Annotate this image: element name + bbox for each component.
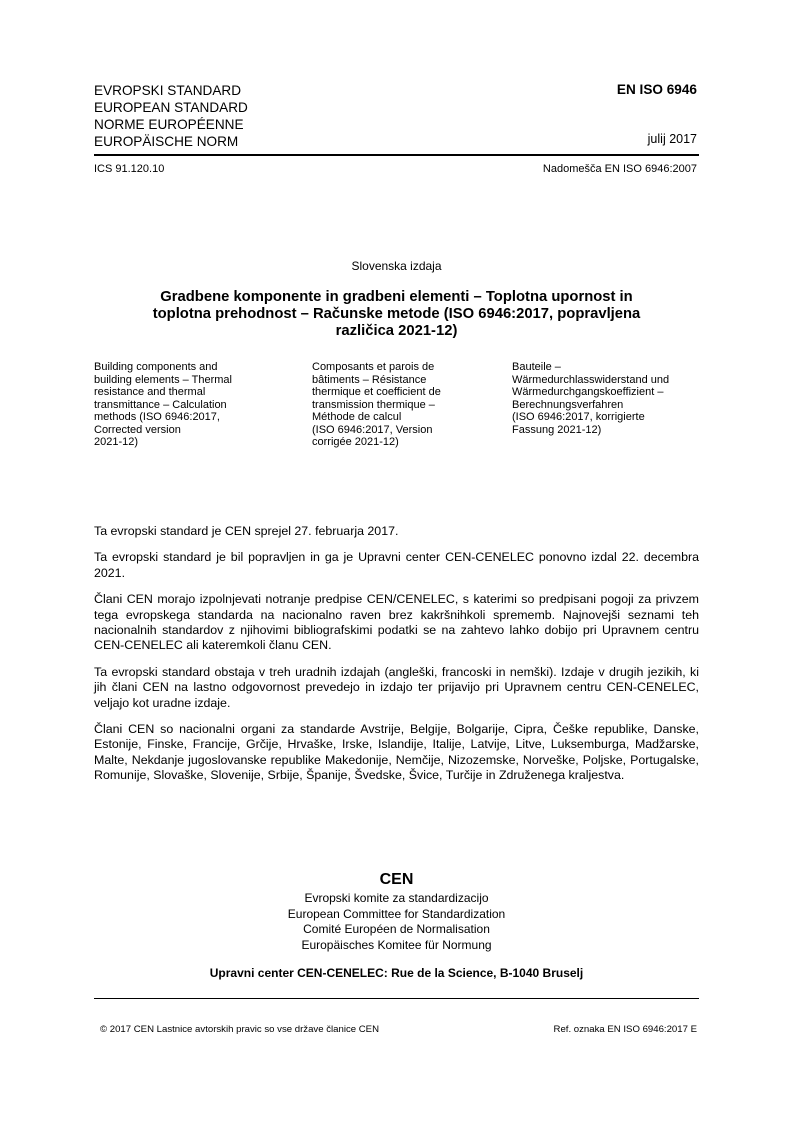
title-english-line: methods (ISO 6946:2017, xyxy=(94,411,220,423)
standard-designations xyxy=(94,82,248,150)
members-list-paragraph: Člani CEN so nacionalni organi za standarde Avstrije, Belgije, Bolgarije, Cipra, Češke republike, Danske, Estonije, Finske, Francije, Grčije, Hrvaške, Irske, Islandije, Italije, Latvije, Litve, Luksemburga, Madžarske, Malte, Nekdanje jugoslovanske republike Makedonije, Nemčije, Nizozemske, Norveške, Poljske, Portugalske, Romunije, Slovaške, Slovenije, Srbije, Španije, Švedske, Švice, Turčije in Združenega kraljestva. xyxy=(94,722,699,783)
footer-divider xyxy=(94,998,699,999)
title-line: različica 2021-12) xyxy=(335,323,458,339)
title-german-line: Fassung 2021-12) xyxy=(512,423,602,436)
header-divider xyxy=(94,154,699,156)
title-french-line: thermique et coefficient de xyxy=(312,386,441,398)
cen-name-line: Comité Européen de Normalisation xyxy=(303,922,490,936)
title-german-line: (ISO 6946:2017, korrigierte xyxy=(512,411,645,423)
cen-heading: CEN xyxy=(379,871,414,888)
title-german-line: Bauteile – xyxy=(512,361,561,373)
title-french-line: transmission thermique – xyxy=(312,398,435,411)
cen-name-line: Evropski komite za standardizacijo xyxy=(304,891,489,905)
title-german xyxy=(512,361,704,436)
designation-fr: NORME EUROPÉENNE xyxy=(94,117,244,132)
designation-de: EUROPÄISCHE NORM xyxy=(94,134,239,149)
title-french-line: corrigée 2021-12) xyxy=(312,436,399,448)
title-english xyxy=(94,361,269,449)
correction-paragraph: Ta evropski standard je bil popravljen in ga je Upravni center CEN-CENELEC ponovno izdal 22. decembra 2021. xyxy=(94,550,699,580)
title-french xyxy=(312,361,482,449)
standard-code: EN ISO 6946 xyxy=(616,82,697,97)
reference-number: Ref. oznaka EN ISO 6946:2017 E xyxy=(553,1024,697,1035)
copyright-notice: © 2017 CEN Lastnice avtorskih pravic so vse države članice CEN xyxy=(100,1024,380,1035)
title-english-line: 2021-12) xyxy=(94,436,139,448)
title-english-line: Building components and xyxy=(94,361,218,373)
title-german-line: Wärmedurchgangskoeffizient – xyxy=(512,386,664,398)
designation-sl: EVROPSKI STANDARD xyxy=(94,83,242,98)
official-versions-paragraph: Ta evropski standard obstaja v treh uradnih izdajah (angleški, francoski in nemški). Izdaje v drugih jezikih, ki jih člani CEN na lastno odgovornost prevedejo in izdajo ter prijavijo pri Upravnem centru CEN-CENELEC, veljajo kot uradne izdaje. xyxy=(94,664,699,710)
cen-name-line: European Committee for Standardization xyxy=(287,906,506,921)
edition-label: Slovenska izdaja xyxy=(351,259,442,273)
cen-name-line: Europäisches Komitee für Normung xyxy=(301,937,492,952)
title-line: Gradbene komponente in gradbeni elementi – Toplotna upornost in xyxy=(160,289,633,305)
title-english-line: building elements – Thermal xyxy=(94,373,232,386)
replaces-note: Nadomešča EN ISO 6946:2007 xyxy=(542,163,697,175)
title-german-line: Wärmedurchlasswiderstand und xyxy=(512,373,670,386)
body-text xyxy=(94,524,699,795)
title-english-line: resistance and thermal xyxy=(94,386,206,398)
title-english-line: Corrected version xyxy=(94,423,181,436)
management-centre-address: Upravni center CEN-CENELEC: Rue de la Science, B-1040 Bruselj xyxy=(209,966,584,980)
title-line: toplotna prehodnost – Računske metode (ISO 6946:2017, popravljena xyxy=(152,306,641,322)
title-french-line: Méthode de calcul xyxy=(312,411,402,423)
publication-date: julij 2017 xyxy=(647,132,697,146)
document-title xyxy=(106,289,687,340)
members-obligation-paragraph: Člani CEN morajo izpolnjevati notranje predpise CEN/CENELEC, s katerimi so predpisani pogoji za privzem tega evropskega standarda na nacionalno raven brez kakršnihkoli sprememb. Najnovejši seznami teh nacionalnih standardov z njihovimi bibliografskimi podatki se na zahtevo lahko dobijo pri Upravnem centru CEN-CENELEC ali kateremkoli članu CEN. xyxy=(94,592,699,653)
title-french-line: Composants et parois de xyxy=(312,361,435,373)
title-french-line: bâtiments – Résistance xyxy=(312,373,427,386)
title-english-line: transmittance – Calculation xyxy=(94,398,227,411)
adoption-paragraph: Ta evropski standard je CEN sprejel 27. februarja 2017. xyxy=(94,524,399,538)
cen-full-names xyxy=(0,891,793,953)
designation-en: EUROPEAN STANDARD xyxy=(94,100,248,115)
title-german-line: Berechnungsverfahren xyxy=(512,398,624,411)
ics-code: ICS 91.120.10 xyxy=(94,163,165,175)
title-french-line: (ISO 6946:2017, Version xyxy=(312,423,433,436)
